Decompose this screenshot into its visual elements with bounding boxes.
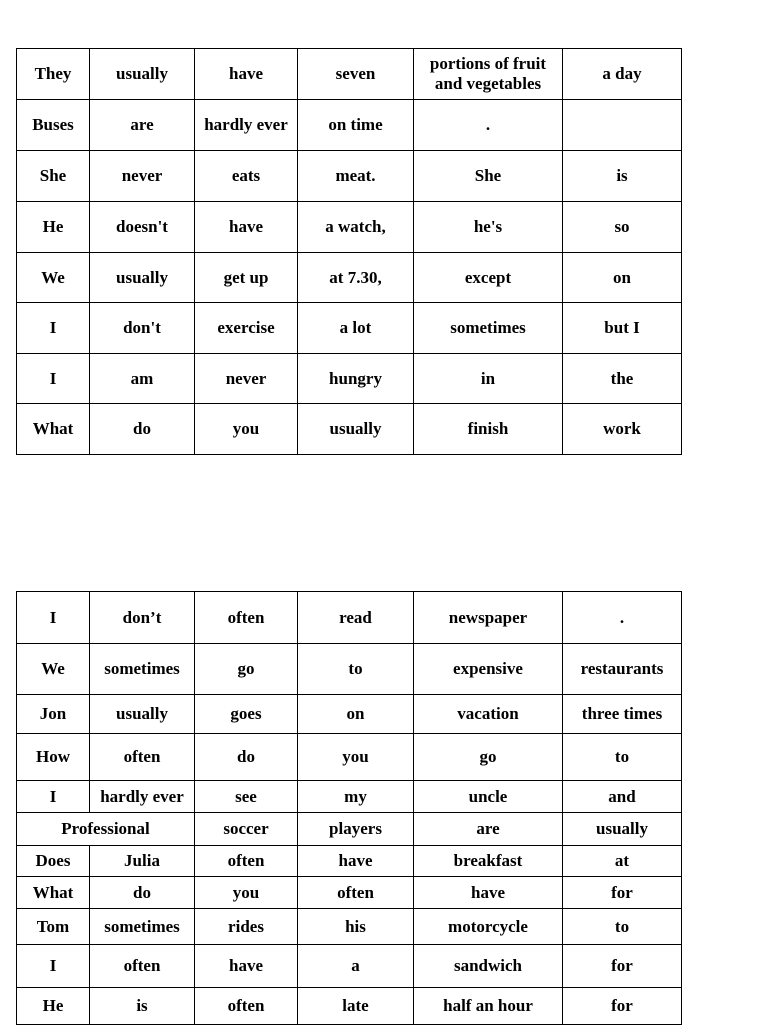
table-cell: a lot bbox=[298, 303, 414, 354]
table-row bbox=[17, 846, 682, 877]
table-cell: We bbox=[17, 253, 90, 303]
table-cell: to bbox=[563, 734, 682, 781]
table-cell: a watch, bbox=[298, 202, 414, 253]
table-cell: Does bbox=[17, 846, 90, 877]
table-cell: goes bbox=[195, 695, 298, 734]
table-cell: often bbox=[195, 592, 298, 644]
table-cell: What bbox=[17, 877, 90, 909]
table-cell: seven bbox=[298, 49, 414, 100]
sentence-table-one-body bbox=[17, 49, 682, 455]
table-cell: his bbox=[298, 909, 414, 945]
table-cell: I bbox=[17, 354, 90, 404]
table-cell: . bbox=[414, 100, 563, 151]
table-cell: to bbox=[298, 644, 414, 695]
table-cell: often bbox=[195, 988, 298, 1025]
table-cell: sandwich bbox=[414, 945, 563, 988]
table-cell: I bbox=[17, 303, 90, 354]
table-cell: often bbox=[195, 846, 298, 877]
table-row bbox=[17, 151, 682, 202]
table-cell: you bbox=[195, 877, 298, 909]
table-cell: do bbox=[195, 734, 298, 781]
table-row bbox=[17, 404, 682, 455]
table-cell: have bbox=[195, 202, 298, 253]
table-cell: We bbox=[17, 644, 90, 695]
table-cell: usually bbox=[90, 695, 195, 734]
table-cell: doesn't bbox=[90, 202, 195, 253]
table-row bbox=[17, 734, 682, 781]
table-cell: get up bbox=[195, 253, 298, 303]
table-cell: you bbox=[298, 734, 414, 781]
table-cell: never bbox=[90, 151, 195, 202]
table-row bbox=[17, 813, 682, 846]
table-cell: don't bbox=[90, 303, 195, 354]
table-cell: hungry bbox=[298, 354, 414, 404]
table-cell bbox=[563, 100, 682, 151]
table-cell: portions of fruit and vegetables bbox=[414, 49, 563, 100]
table-cell: you bbox=[195, 404, 298, 455]
table-cell: see bbox=[195, 781, 298, 813]
table-cell: newspaper bbox=[414, 592, 563, 644]
table-cell: half an hour bbox=[414, 988, 563, 1025]
table-row bbox=[17, 100, 682, 151]
sentence-table-two-body bbox=[17, 592, 682, 1025]
table-cell: often bbox=[90, 734, 195, 781]
table-row bbox=[17, 303, 682, 354]
table-cell: for bbox=[563, 945, 682, 988]
table-cell: at bbox=[563, 846, 682, 877]
table-cell: a day bbox=[563, 49, 682, 100]
table-row bbox=[17, 909, 682, 945]
sentence-table-one bbox=[16, 48, 682, 455]
table-row bbox=[17, 945, 682, 988]
table-row bbox=[17, 253, 682, 303]
table-cell: do bbox=[90, 877, 195, 909]
table-row bbox=[17, 988, 682, 1025]
table-cell: finish bbox=[414, 404, 563, 455]
table-row bbox=[17, 592, 682, 644]
table-cell: vacation bbox=[414, 695, 563, 734]
table-cell: I bbox=[17, 945, 90, 988]
table-row bbox=[17, 202, 682, 253]
table-cell: hardly ever bbox=[195, 100, 298, 151]
table-cell: to bbox=[563, 909, 682, 945]
table-cell: go bbox=[195, 644, 298, 695]
table-cell: in bbox=[414, 354, 563, 404]
table-cell: am bbox=[90, 354, 195, 404]
table-cell: Professional bbox=[17, 813, 195, 846]
table-cell: players bbox=[298, 813, 414, 846]
table-cell: She bbox=[17, 151, 90, 202]
table-cell: have bbox=[195, 49, 298, 100]
table-cell: go bbox=[414, 734, 563, 781]
table-cell: never bbox=[195, 354, 298, 404]
table-cell: Jon bbox=[17, 695, 90, 734]
table-cell: meat. bbox=[298, 151, 414, 202]
table-cell: for bbox=[563, 988, 682, 1025]
table-cell: is bbox=[90, 988, 195, 1025]
table-cell: uncle bbox=[414, 781, 563, 813]
table-cell: except bbox=[414, 253, 563, 303]
table-cell: usually bbox=[298, 404, 414, 455]
table-cell: . bbox=[563, 592, 682, 644]
table-cell: hardly ever bbox=[90, 781, 195, 813]
table-cell: on bbox=[563, 253, 682, 303]
table-cell: rides bbox=[195, 909, 298, 945]
table-cell: are bbox=[90, 100, 195, 151]
table-cell: my bbox=[298, 781, 414, 813]
sentence-table-two bbox=[16, 591, 682, 1025]
table-cell: read bbox=[298, 592, 414, 644]
table-cell: breakfast bbox=[414, 846, 563, 877]
table-cell: sometimes bbox=[414, 303, 563, 354]
table-cell: have bbox=[414, 877, 563, 909]
table-cell: three times bbox=[563, 695, 682, 734]
table-row bbox=[17, 877, 682, 909]
table-cell: soccer bbox=[195, 813, 298, 846]
table-cell: for bbox=[563, 877, 682, 909]
table-cell: and bbox=[563, 781, 682, 813]
table-cell: sometimes bbox=[90, 644, 195, 695]
table-cell: I bbox=[17, 781, 90, 813]
table-cell: eats bbox=[195, 151, 298, 202]
table-cell: exercise bbox=[195, 303, 298, 354]
table-cell: a bbox=[298, 945, 414, 988]
table-cell: expensive bbox=[414, 644, 563, 695]
table-cell: motorcycle bbox=[414, 909, 563, 945]
table-cell: work bbox=[563, 404, 682, 455]
table-cell: usually bbox=[90, 253, 195, 303]
table-cell: so bbox=[563, 202, 682, 253]
table-row bbox=[17, 781, 682, 813]
table-cell: at 7.30, bbox=[298, 253, 414, 303]
table-cell: sometimes bbox=[90, 909, 195, 945]
table-cell: is bbox=[563, 151, 682, 202]
table-cell: usually bbox=[563, 813, 682, 846]
table-cell: They bbox=[17, 49, 90, 100]
table-cell: the bbox=[563, 354, 682, 404]
table-cell: I bbox=[17, 592, 90, 644]
table-cell: often bbox=[298, 877, 414, 909]
table-cell: are bbox=[414, 813, 563, 846]
table-cell: on bbox=[298, 695, 414, 734]
table-cell: have bbox=[195, 945, 298, 988]
table-row bbox=[17, 695, 682, 734]
table-cell: He bbox=[17, 988, 90, 1025]
table-row bbox=[17, 644, 682, 695]
table-cell: usually bbox=[90, 49, 195, 100]
table-cell: What bbox=[17, 404, 90, 455]
table-cell: late bbox=[298, 988, 414, 1025]
table-cell: on time bbox=[298, 100, 414, 151]
table-cell: Buses bbox=[17, 100, 90, 151]
table-cell: She bbox=[414, 151, 563, 202]
table-cell: How bbox=[17, 734, 90, 781]
table-cell: He bbox=[17, 202, 90, 253]
table-cell: Julia bbox=[90, 846, 195, 877]
table-row bbox=[17, 354, 682, 404]
table-cell: often bbox=[90, 945, 195, 988]
table-cell: don’t bbox=[90, 592, 195, 644]
table-cell: but I bbox=[563, 303, 682, 354]
table-cell: have bbox=[298, 846, 414, 877]
table-cell: Tom bbox=[17, 909, 90, 945]
table-cell: he's bbox=[414, 202, 563, 253]
table-cell: restaurants bbox=[563, 644, 682, 695]
table-row bbox=[17, 49, 682, 100]
table-cell: do bbox=[90, 404, 195, 455]
